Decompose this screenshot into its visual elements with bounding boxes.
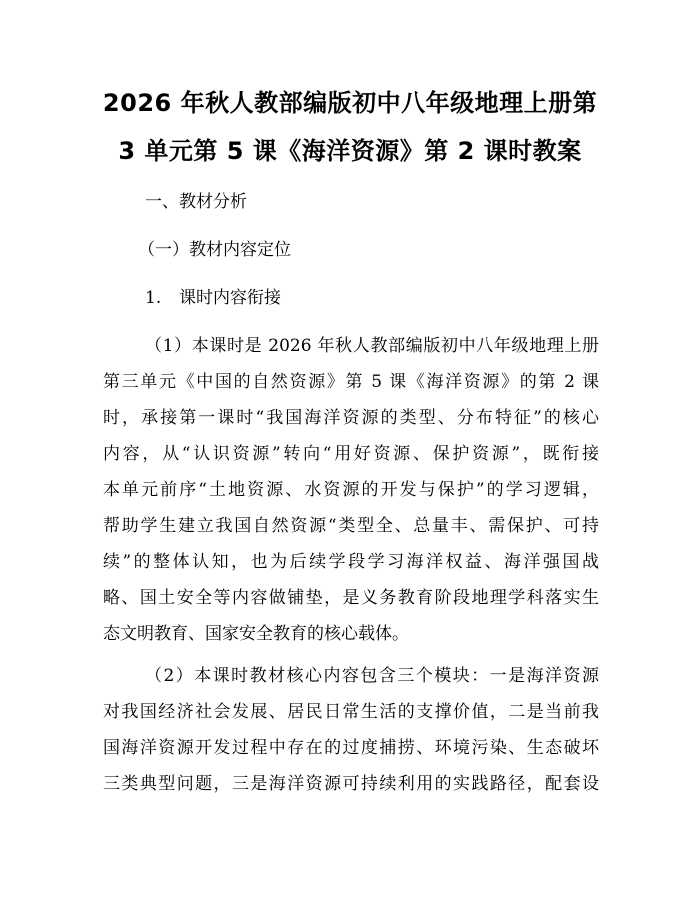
paragraph-1: [103, 334, 599, 644]
paragraph-1-line: 续”的整体认知，也为后续学段学习海洋权益、海洋强国战: [103, 552, 599, 572]
paragraph-2-line: 对我国经济社会发展、居民日常生活的支撑价值，二是当前我: [103, 702, 599, 722]
paragraph-1-line: 时，承接第一课时“我国海洋资源的类型、分布特征”的核心: [103, 408, 599, 428]
paragraph-1-line: 第三单元《中国的自然资源》第 5 课《海洋资源》的第 2 课: [103, 372, 599, 392]
section-heading-textbook-analysis: 一、教材分析: [145, 192, 247, 212]
paragraph-1-line: 态文明教育、国家安全教育的核心载体。: [103, 624, 409, 644]
paragraph-1-line: 略、国土安全等内容做铺垫，是义务教育阶段地理学科落实生: [103, 588, 599, 608]
paragraph-2-line: 三类典型问题，三是海洋资源可持续利用的实践路径，配套设: [103, 774, 599, 794]
paragraph-1-line: 内容，从“认识资源”转向“用好资源、保护资源”，既衔接: [103, 444, 599, 464]
paragraph-2-line: （2）本课时教材核心内容包含三个模块：一是海洋资源: [145, 666, 599, 686]
paragraph-2-line: 国海洋资源开发过程中存在的过度捕捞、环境污染、生态破坏: [103, 738, 599, 758]
item-label: 课时内容衔接: [179, 288, 281, 308]
item-heading-lesson-connection: [145, 286, 281, 310]
item-number: 1.: [145, 288, 162, 308]
paragraph-1-line: 本单元前序“土地资源、水资源的开发与保护”的学习逻辑，: [103, 480, 599, 500]
paragraph-1-line: （1）本课时是 2026 年秋人教部编版初中八年级地理上册: [145, 336, 599, 356]
subsection-heading-content-positioning: （一）教材内容定位: [138, 240, 291, 260]
paragraph-2: [103, 664, 599, 796]
document-title-line-2: 3 单元第 5 课《海洋资源》第 2 课时教案: [118, 137, 582, 165]
paragraph-1-line: 帮助学生建立我国自然资源“类型全、总量丰、需保护、可持: [103, 516, 599, 536]
document-title-line-1: 2026 年秋人教部编版初中八年级地理上册第: [102, 89, 598, 117]
